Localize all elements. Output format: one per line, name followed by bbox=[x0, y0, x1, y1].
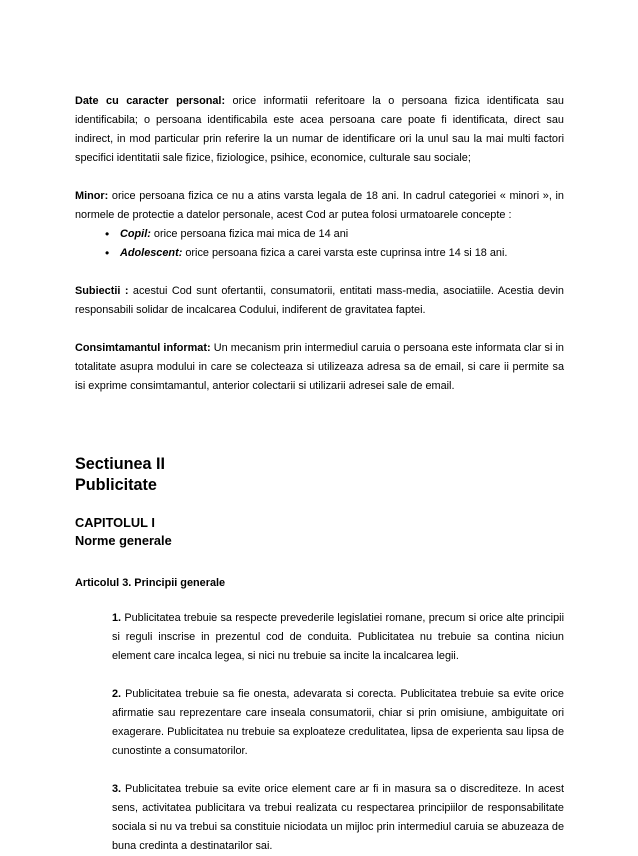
paragraph-text: Publicitatea trebuie sa evite orice element care ar fi in masura sa o discrediteze. In acest sens, activitatea publicitara va trebui realizata cu respectarea principiilor de responsabilitate sociala si nu va trebui sa constituie niciodata un mijloc prin intermediul caruia se abuzeaza de buna credinta a destinatarilor sai. bbox=[112, 783, 564, 852]
definition-minor bbox=[75, 187, 564, 225]
article-paragraph-1 bbox=[75, 609, 564, 666]
paragraph-number: 2. bbox=[112, 688, 122, 700]
minor-categories-list bbox=[75, 225, 564, 263]
paragraph-number: 3. bbox=[112, 783, 122, 795]
chapter-heading: CAPITOLUL I bbox=[75, 515, 155, 530]
definition-term: Subiectii : bbox=[75, 285, 129, 297]
list-item bbox=[111, 225, 564, 244]
definition-text: acestui Cod sunt ofertantii, consumatorii, entitati mass-media, asociatiile. Acestia devin responsabili solidar de incalcarea Codului, indiferent de gravitatea faptei. bbox=[75, 285, 564, 316]
definition-text: Un mecanism prin intermediul caruia o persoana este informata clar si in totalitate asupra modului in care se colecteaza si utilizeaza adresa sa de email, si care ii permite sa isi exprime consimtamantul, anterior colectarii si utilizarii adresei sale de email. bbox=[75, 342, 564, 392]
definition-term: Date cu caracter personal: bbox=[75, 95, 226, 107]
definition-subjects bbox=[75, 282, 564, 320]
definition-term: Minor: bbox=[75, 190, 109, 202]
definition-term: Consimtamantul informat: bbox=[75, 342, 211, 354]
list-item-text: orice persoana fizica a carei varsta este cuprinsa intre 14 si 18 ani. bbox=[182, 247, 508, 259]
article-title: Articolul 3. Principii generale bbox=[75, 577, 226, 589]
definition-informed-consent bbox=[75, 339, 564, 396]
paragraph-text: Publicitatea trebuie sa respecte prevederile legislatiei romane, precum si orice alte principii si reguli inscrise in prezentul cod de conduita. Publicitatea nu trebuie sa contina niciun element care incalca legea, si nici nu trebuie sa incite la incalcarea legii. bbox=[112, 612, 564, 662]
article-paragraph-2 bbox=[75, 685, 564, 761]
paragraph-number: 1. bbox=[112, 612, 122, 624]
article-paragraph-3 bbox=[75, 780, 564, 856]
definition-text: orice informatii referitoare la o persoana fizica identificata sau identificabila; o persoana identificabila este acea persoana care poate fi identificata, direct sau indirect, in mod particular prin referire la un numar de identificare ori la unul sau la mai multi factori specifici identitatii sale fizice, fiziologice, psihice, economice, culturale sau sociale; bbox=[75, 95, 564, 164]
definition-text: orice persoana fizica ce nu a atins varsta legala de 18 ani. In cadrul categoriei « minori », in normele de protectie a datelor personale, acest Cod ar putea folosi urmatoarele concepte : bbox=[75, 190, 564, 221]
list-item-term: Adolescent: bbox=[120, 247, 183, 259]
list-item-term: Copil: bbox=[120, 228, 151, 240]
list-item-text: orice persoana fizica mai mica de 14 ani bbox=[150, 228, 349, 240]
chapter-subheading: Norme generale bbox=[75, 532, 172, 548]
section-subheading: Publicitate bbox=[75, 476, 157, 494]
paragraph-text: Publicitatea trebuie sa fie onesta, adevarata si corecta. Publicitatea trebuie sa evite orice afirmatie sau reprezentare care inseala consumatorii, chiar si prin omisiune, ambiguitate ori exagerare. Publicitatea nu trebuie sa exploateze credulitatea, lipsa de experienta sau lipsa de cunostinte a consumatorilor. bbox=[112, 688, 564, 757]
section-heading: Sectiunea II bbox=[75, 455, 165, 473]
list-item bbox=[111, 244, 564, 263]
definition-personal-data bbox=[75, 92, 564, 168]
